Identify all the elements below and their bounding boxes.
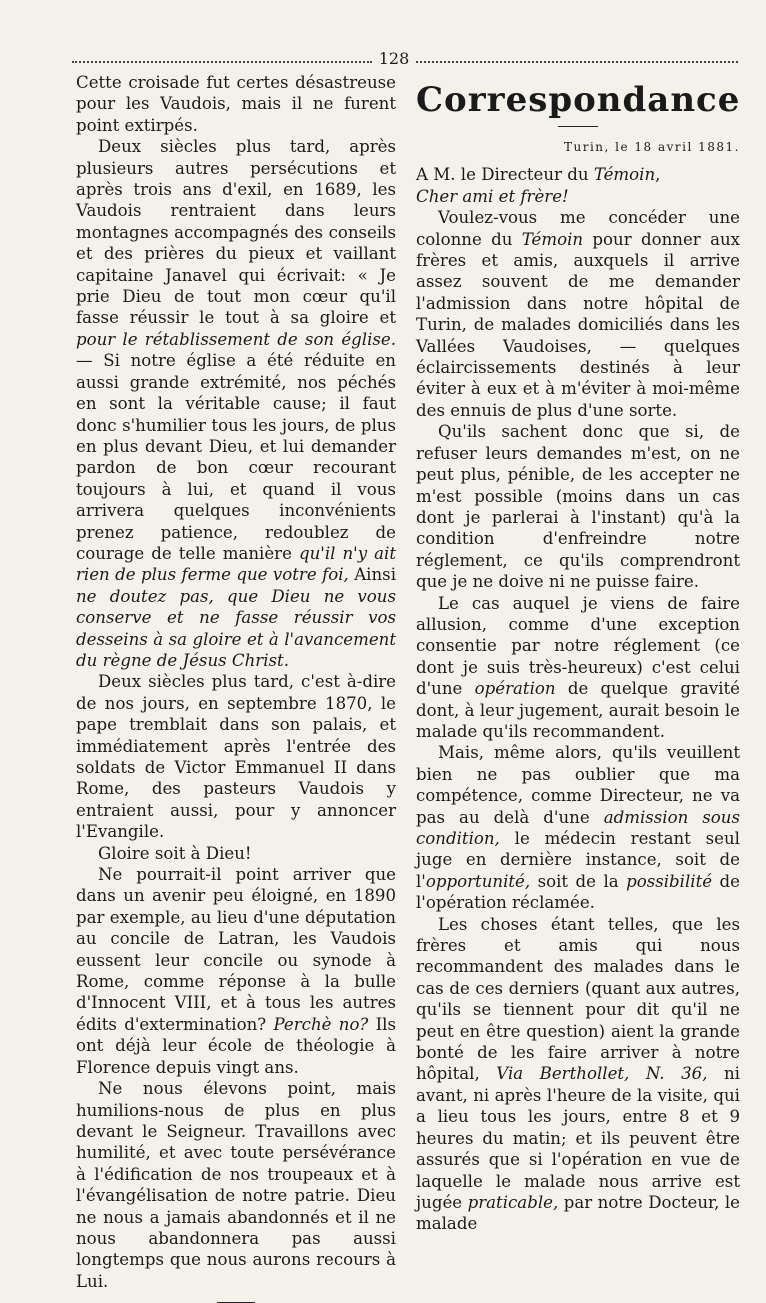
- text-run: Ne nous élevons point, mais humilions-nous de plus en plus devant le Seigneur. Travaillons avec humilité, et avec toute persévérance à l'édification de nos troupeaux et à l'évangélisation de notre patrie. Dieu ne nous a jamais abandonnés et il ne nous abandonnera pas aussi longtemps que nous aurons recours à Lui.: [76, 1079, 396, 1291]
- salutation: [416, 164, 740, 185]
- text-run: Voulez-vous me concéder une colonne du: [416, 208, 740, 249]
- text-run: soit de la: [530, 871, 627, 891]
- text-run: pour donner aux frères et amis, auxquels il arrive assez souvent de me demander l'admission dans notre hôpital de Turin, de malades domiciliés dans les Vallées Vaudoises, — quelques éclaircissements destinés à leur éviter à eux et à m'éviter à moi-même des ennuis de plus d'une sorte.: [416, 229, 741, 420]
- text-run: Ils ont déjà leur école de théologie à Florence depuis vingt ans.: [76, 1014, 396, 1077]
- text-run: Gloire soit à Dieu!: [98, 843, 252, 863]
- title-rule: [558, 126, 598, 127]
- dateline: Turin, le 18 avril 1881.: [563, 140, 740, 154]
- italic-text: Témoin: [521, 229, 584, 249]
- left-paragraph: [76, 843, 396, 864]
- header-rule-right: [416, 61, 738, 63]
- left-column: [76, 72, 396, 1303]
- left-paragraph: [76, 671, 396, 842]
- italic-text: admission sous condition,: [416, 807, 741, 848]
- text-run: — Si notre église a été réduite en aussi grande extrémité, nos péchés en sont la véritable cause; il faut donc s'humilier tous les jours, de plus en plus devant Dieu, et lui demander pardon de bon cœur recourant toujours à lui, et quand il vous arrivera quelques inconvénients prenez patience, redoublez de courage de telle manière: [76, 351, 396, 563]
- text-run: le médecin restant seul juge en dernière instance, soit de l': [416, 829, 740, 891]
- right-paragraph: [416, 914, 740, 1235]
- text-run: de quelque gravité dont, à leur jugement, aurait besoin le malade qu'ils recommandent.: [416, 679, 741, 741]
- left-paragraph: [76, 1078, 396, 1292]
- left-paragraph: [76, 136, 396, 671]
- text-run: Qu'ils sachent donc que si, de refuser leurs demandes m'est, on ne peut plus, pénible, de les accepter ne m'est possible (moins dans un cas dont je parlerai à l'instant) qu'à la condition d'enfreindre notre réglement, ce qu'ils comprendront que je ne doive ni ne puisse faire.: [416, 422, 740, 592]
- salutation-suffix: ,: [655, 165, 661, 185]
- text-run: Deux siècles plus tard, après plusieurs autres persécutions et après trois ans d'exil, en 1689, les Vaudois rentraient dans leurs montagnes accompagnés des conseils et des prières du pieux et vaillant capitaine Janavel qui écrivait: « Je prie Dieu de tout mon cœur qu'il fasse réussir le tout à sa gloire et: [76, 137, 396, 328]
- text-run: Cette croisade fut certes désastreuse pour les Vaudois, mais il ne furent point extirpés.: [76, 73, 396, 135]
- text-run: Le cas auquel je viens de faire allusion, comme d'une exception consentie par notre réglement (ce dont je suis très-heureux) c'est celui d'une: [416, 593, 740, 699]
- italic-text: Perchè no?: [273, 1014, 369, 1034]
- italic-text: pour le rétablissement de son église.: [76, 329, 396, 349]
- text-run: par notre Docteur, le malade: [416, 1192, 741, 1234]
- italic-text: possibilité: [626, 871, 713, 891]
- header-rule-left: [72, 61, 372, 63]
- italic-text: ne doutez pas, que Dieu ne vous conserve et ne fasse réussir vos desseins à sa gloire et à l'avancement du règne de Jésus Christ.: [76, 586, 396, 670]
- letter-body: [416, 207, 740, 1235]
- left-paragraph: [76, 72, 396, 136]
- text-run: Deux siècles plus tard, c'est à-dire de nos jours, en septembre 1870, le pape tremblait dans son palais, et immédiatement après l'entrée des soldats de Victor Emmanuel II dans Rome, des pasteurs Vaudois y entraient aussi, pour y annoncer l'Evangile.: [76, 672, 396, 842]
- salutation-journal: Témoin: [593, 165, 656, 185]
- italic-text: praticable,: [467, 1192, 559, 1212]
- right-paragraph: [416, 207, 740, 421]
- salutation-prefix: A M. le Directeur du: [416, 165, 594, 185]
- greeting: Cher ami et frère!: [416, 186, 569, 206]
- italic-text: opération: [474, 679, 556, 699]
- italic-text: opportunité,: [425, 871, 531, 891]
- page-number: 128: [378, 49, 410, 68]
- right-paragraph: [416, 421, 740, 592]
- right-paragraph: [416, 742, 740, 913]
- italic-text: Via Berthollet, N. 36,: [496, 1064, 708, 1084]
- text-run: ni avant, ni après l'heure de la visite, qui a lieu tous les jours, entre 8 et 9 heures du matin; et ils peuvent être assurés que si l'opération en vue de laquelle le malade nous arrive est jugée: [416, 1064, 740, 1212]
- right-paragraph: [416, 593, 740, 743]
- italic-text: qu'il n'y ait rien de plus ferme que votre foi,: [76, 543, 397, 585]
- right-column: [416, 72, 740, 1235]
- text-run: de l'opération réclamée.: [416, 871, 740, 913]
- left-paragraph: [76, 864, 396, 1078]
- text-run: Mais, même alors, qu'ils veuillent bien ne pas oublier que ma compétence, comme Directeur, ne va pas au delà d'une: [416, 743, 740, 827]
- text-run: Ne pourrait-il point arriver que dans un avenir peu éloigné, en 1890 par exemple, au lieu d'une députation au concile de Latran, les Vaudois eussent leur concile ou synode à Rome, comme réponse à la bulle d'Innocent VIII, et à tous les autres édits d'extermination?: [76, 865, 396, 1034]
- text-run: Ainsi: [348, 565, 396, 585]
- section-title: Correspondance: [416, 80, 741, 120]
- text-run: Les choses étant telles, que les frères et amis qui nous recommandent des malades dans le cas de ces derniers (quant aux autres, qu'ils se tiennent pour dit qu'il ne peut en être question) aient la grande bonté de les faire arriver à notre hôpital,: [416, 914, 740, 1084]
